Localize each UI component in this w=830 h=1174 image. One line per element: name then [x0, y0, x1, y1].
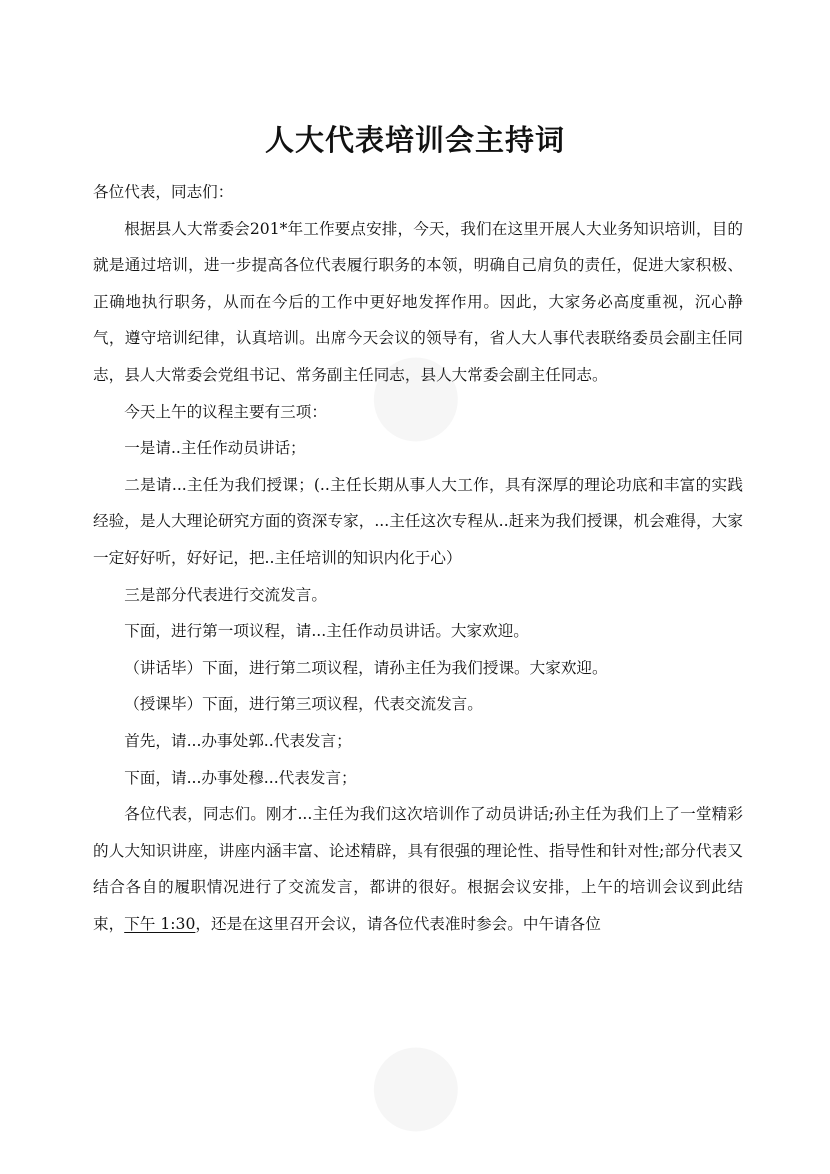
document-title: 人大代表培训会主持词: [264, 123, 565, 157]
paragraph: 二是请...主任为我们授课；(..主任长期从事人大工作，具有深厚的理论功底和丰富的实践经验，是人大理论研究方面的资深专家，...主任这次专程从..赶来为我们授课，机会难得，大家一定好好听，好好记，把..主任培训的知识内化于心）: [93, 475, 743, 567]
paragraph: （讲话毕）下面，进行第二项议程，请孙主任为我们授课。大家欢迎。: [124, 658, 608, 677]
closing-text: 各位代表，同志们。刚才...主任为我们这次培训作了动员讲话;孙主任为我们上了一堂精彩的人大知识讲座，讲座内涵丰富、论述精辟，具有很强的理论性、指导性和针对性;部分代表又结合各自的履职情况进行了交流发言，都讲的很好。根据会议安排，上午的培训会议到此结束，: [93, 805, 743, 933]
paragraph: 下面，进行第一项议程，请...主任作动员讲话。大家欢迎。: [124, 622, 529, 641]
paragraph: 下面，请...办事处穆...代表发言；: [124, 768, 357, 787]
meeting-time: 下午 1:30: [124, 914, 196, 933]
closing-paragraph: [93, 796, 743, 942]
paragraph: 根据县人大常委会201*年工作要点安排，今天，我们在这里开展人大业务知识培训，目的就是通过培训，进一步提高各位代表履行职务的本领，明确自己肩负的责任，促进大家积极、正确地执行职务，从而在今后的工作中更好地发挥作用。因此，大家务必高度重视，沉心静气，遵守培训纪律，认真培训。出席今天会议的领导有，省人大人事代表联络委员会副主任同志，县人大常委会党组书记、常务副主任同志，县人大常委会副主任同志。: [93, 219, 743, 384]
paragraph: 首先，请...办事处郭..代表发言；: [124, 731, 352, 750]
watermark: [328, 1008, 488, 1160]
paragraph: 三是部分代表进行交流发言。: [124, 585, 327, 604]
document-body: [93, 174, 743, 942]
paragraph: 一是请..主任作动员讲话；: [124, 439, 306, 458]
paragraph: （授课毕）下面，进行第三项议程，代表交流发言。: [124, 695, 483, 714]
salutation: 各位代表，同志们：: [93, 183, 234, 201]
paragraph: 今天上午的议程主要有三项：: [124, 402, 327, 421]
closing-text: ，还是在这里召开会议，请各位代表准时参会。中午请各位: [195, 914, 601, 933]
